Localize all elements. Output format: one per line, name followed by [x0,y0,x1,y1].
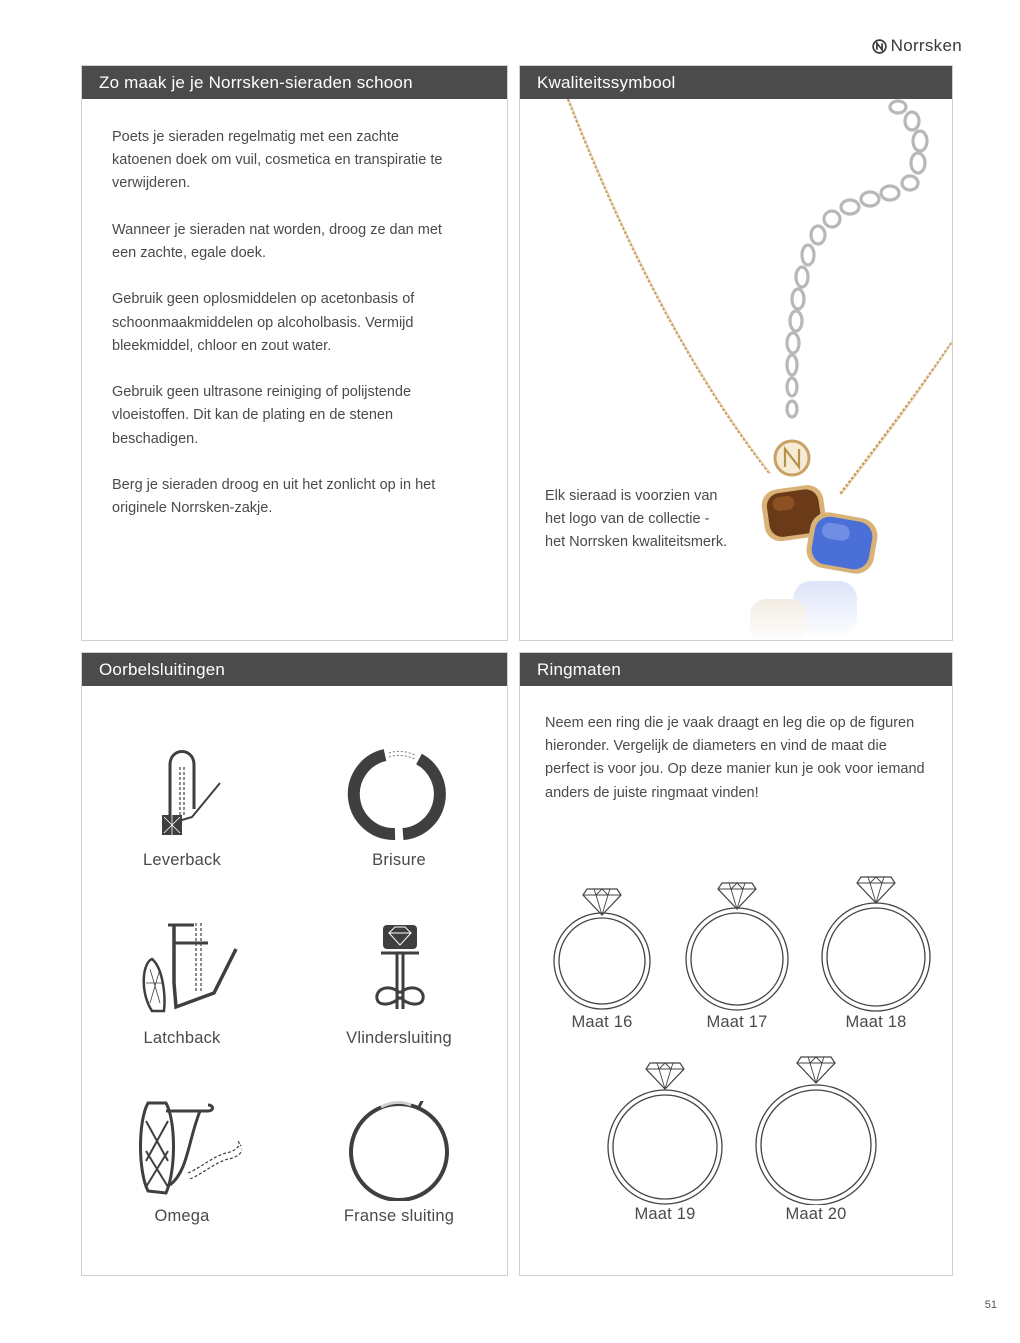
ring-label: Maat 17 [706,1013,768,1031]
ring-label: Maat 16 [571,1013,633,1031]
ring-label: Maat 20 [785,1205,847,1223]
page-number: 51 [984,1299,997,1311]
ring-icon [605,1057,725,1205]
ring-icon [753,1051,879,1205]
care-paragraph: Poets je sieraden regelmatig met een zachte katoenen doek om vuil, cosmetica en transpiratie te verwijderen. [112,129,443,192]
brand-logo [872,36,962,56]
closure-butterfly [299,923,499,1048]
ring-icon [550,883,654,1013]
brand-name: Norrsken [890,36,962,55]
leverback-icon [122,745,242,845]
closure-latchback [82,923,282,1048]
ring-sizes-title: Ringmaten [520,653,952,686]
closure-omega [82,1101,282,1226]
care-text [112,126,462,544]
ring-size-20 [753,1051,879,1224]
norrsken-logo-icon [872,39,887,54]
care-paragraph: Berg je sieraden droog en uit het zonlicht op in het originele Norrsken-zakje. [112,476,436,517]
closure-french [299,1101,499,1226]
ring-size-17 [682,877,792,1032]
brisure-icon [339,745,459,845]
closures-title: Oorbelsluitingen [82,653,507,686]
closure-brisure [299,745,499,870]
closure-label: Latchback [143,1029,221,1047]
care-paragraph: Gebruik geen oplosmiddelen op acetonbasis of schoonmaakmiddelen op alcoholbasis. Vermijd bleekmiddel, chloor en zout water. [112,291,415,354]
quality-panel [519,65,953,641]
french-hook-icon [339,1101,459,1201]
closure-label: Brisure [372,851,426,869]
ring-size-16 [550,883,654,1032]
closure-label: Omega [154,1207,210,1225]
ring-label: Maat 19 [634,1205,696,1223]
closure-leverback [82,745,282,870]
closure-label: Vlindersluiting [346,1029,452,1047]
butterfly-back-icon [339,923,459,1023]
necklace-image [520,99,953,641]
ring-label: Maat 18 [845,1013,907,1031]
care-panel [81,65,508,641]
ring-sizes-panel [519,652,953,1276]
omega-icon [122,1101,242,1201]
ring-icon [818,871,934,1013]
ring-icon [682,877,792,1013]
quality-title: Kwaliteitssymbool [520,66,952,99]
latchback-icon [122,923,242,1023]
care-paragraph: Wanneer je sieraden nat worden, droog ze dan met een zachte, egale doek. [112,221,442,261]
closure-label: Leverback [143,851,221,869]
care-paragraph: Gebruik geen ultrasone reiniging of polijstende vloeistoffen. Dit kan de plating en de stenen beschadigen. [112,384,412,447]
quality-text: Elk sieraad is voorzien van het logo van de collectie - het Norrsken kwaliteitsmerk. [545,488,728,551]
closure-label: Franse sluiting [343,1207,455,1225]
closures-panel [81,652,508,1276]
ring-size-19 [605,1057,725,1224]
care-title: Zo maak je je Norrsken-sieraden schoon [82,66,507,99]
ring-sizes-text: Neem een ring die je vaak draagt en leg die op de figuren hieronder. Vergelijk de diameters en vind de maat die perfect is voor jou. Op deze manier kun je ook voor iemand anders de juiste ringmaat vinden! [545,715,925,801]
ring-size-18 [818,871,934,1032]
